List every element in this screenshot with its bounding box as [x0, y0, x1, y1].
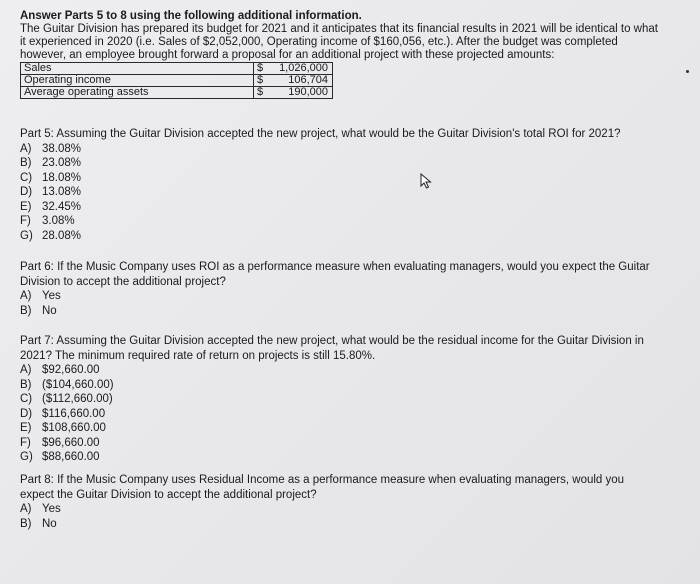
- option-letter: D): [20, 186, 33, 198]
- row-label: Operating income: [21, 75, 254, 87]
- option-text: 32.45%: [42, 200, 82, 213]
- answer-option[interactable]: [20, 142, 660, 157]
- option-letter: E): [20, 422, 32, 434]
- row-label: Average operating assets: [21, 87, 254, 99]
- option-text: ($112,660.00): [42, 393, 113, 405]
- answer-option[interactable]: [20, 450, 660, 465]
- row-currency: $: [254, 75, 268, 87]
- option-text: $116,660.00: [42, 407, 106, 420]
- part7-question: Part 7: Assuming the Guitar Division accepted the new project, what would be the residual income for the Guitar Division in 2021? The minimum required rate of return on projects is still 15.80%.: [20, 335, 644, 362]
- option-letter: B): [20, 157, 32, 169]
- answer-option[interactable]: [20, 502, 660, 517]
- option-letter: B): [20, 304, 32, 317]
- option-letter: A): [20, 503, 32, 515]
- answer-option[interactable]: [20, 436, 660, 451]
- part7-section: [20, 334, 660, 465]
- answer-option[interactable]: [20, 171, 660, 186]
- option-text: 38.08%: [42, 142, 82, 155]
- option-text: $88,660.00: [42, 451, 100, 463]
- row-value: 1,026,000: [267, 63, 333, 75]
- option-letter: A): [20, 364, 32, 376]
- part6-question: Part 6: If the Music Company uses ROI as a performance measure when evaluating managers, would you expect the Guitar Division to accept the additional project?: [20, 261, 650, 288]
- answer-option[interactable]: [20, 378, 660, 393]
- answer-option[interactable]: [20, 200, 660, 215]
- intro-heading: Answer Parts 5 to 8 using the following additional information.: [20, 10, 362, 22]
- answer-option[interactable]: [20, 421, 660, 436]
- row-currency: $: [254, 87, 268, 99]
- option-letter: C): [20, 393, 33, 405]
- answer-option[interactable]: [20, 289, 660, 304]
- option-letter: D): [20, 407, 33, 420]
- option-text: $92,660.00: [42, 364, 100, 376]
- part5-section: [20, 127, 660, 243]
- answer-option[interactable]: [20, 392, 660, 407]
- option-text: 18.08%: [42, 171, 82, 184]
- option-text: 3.08%: [42, 215, 75, 227]
- row-value: 190,000: [267, 87, 333, 99]
- option-text: No: [42, 304, 57, 317]
- table-row: [21, 87, 333, 99]
- option-text: Yes: [42, 503, 61, 515]
- table-row: [21, 63, 333, 75]
- option-letter: G): [20, 229, 33, 242]
- intro-text: The Guitar Division has prepared its budget for 2021 and it anticipates that its financial results in 2021 will be identical to what it experienced in 2020 (i.e. Sales of $2,052,000, Operating income of $160,056, etc.). After the budget was completed however, an employee brought forward a proposal for an additional project with these projected amounts:: [20, 23, 658, 61]
- table-row: [21, 75, 333, 87]
- answer-option[interactable]: [20, 185, 660, 200]
- row-label: Sales: [21, 63, 254, 75]
- part8-question: Part 8: If the Music Company uses Residual Income as a performance measure when evaluating managers, would you expect the Guitar Division to accept the additional project?: [20, 474, 625, 501]
- answer-option[interactable]: [20, 407, 660, 422]
- row-currency: $: [254, 63, 268, 75]
- answer-option[interactable]: [20, 304, 660, 319]
- option-letter: F): [20, 436, 31, 449]
- option-text: 13.08%: [42, 186, 82, 198]
- option-text: ($104,660.00): [42, 378, 114, 391]
- option-text: 23.08%: [42, 157, 82, 169]
- option-letter: A): [20, 290, 32, 302]
- option-text: Yes: [42, 290, 61, 302]
- mouse-cursor-icon: [420, 173, 434, 189]
- answer-option[interactable]: [20, 517, 660, 532]
- part5-question: Part 5: Assuming the Guitar Division accepted the new project, what would be the Guitar Division's total ROI for 2021?: [20, 128, 621, 140]
- option-letter: F): [20, 215, 31, 227]
- option-text: $96,660.00: [42, 436, 100, 449]
- answer-option[interactable]: [20, 214, 660, 229]
- option-letter: B): [20, 517, 32, 530]
- option-letter: E): [20, 200, 32, 213]
- projected-amounts-table: [20, 62, 333, 99]
- option-text: No: [42, 517, 57, 530]
- option-text: $108,660.00: [42, 422, 106, 434]
- part8-section: [20, 473, 660, 531]
- option-letter: A): [20, 142, 32, 155]
- option-text: 28.08%: [42, 229, 82, 242]
- speck-mark: [686, 70, 689, 73]
- option-letter: G): [20, 451, 33, 463]
- answer-option[interactable]: [20, 229, 660, 244]
- answer-option[interactable]: [20, 363, 660, 378]
- answer-option[interactable]: [20, 156, 660, 171]
- row-value: 106,704: [267, 75, 333, 87]
- intro-section: [20, 10, 660, 62]
- option-letter: B): [20, 378, 32, 391]
- part6-section: [20, 260, 660, 318]
- option-letter: C): [20, 171, 33, 184]
